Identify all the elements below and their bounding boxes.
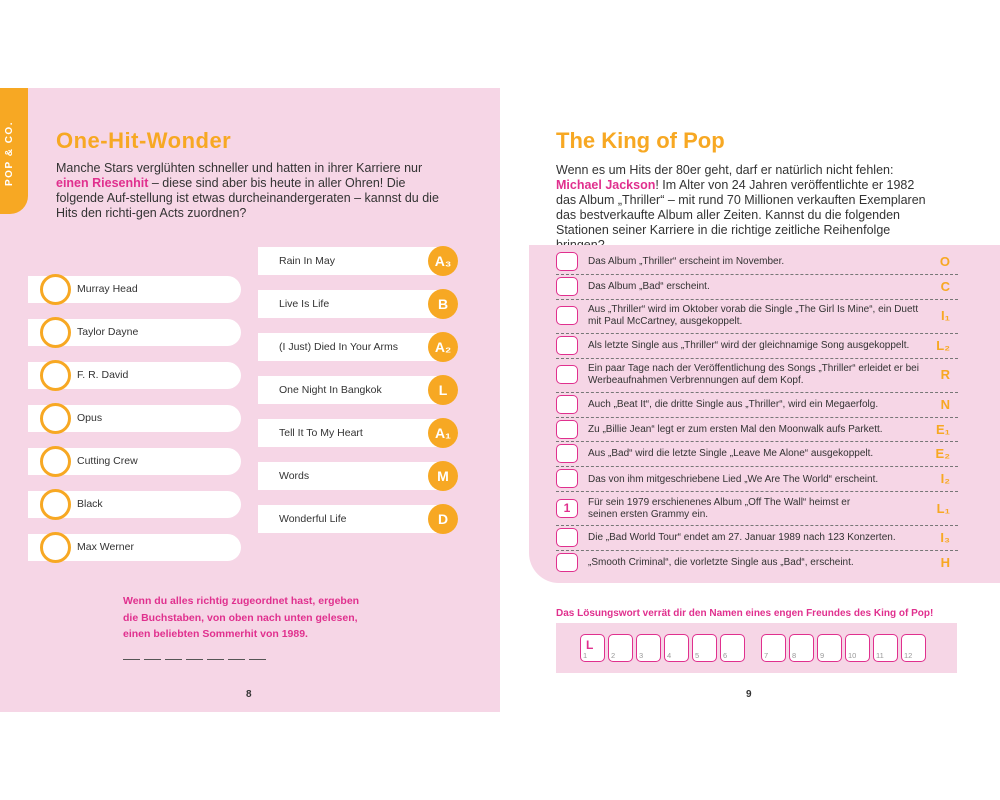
event-letter: L₂ [936,338,950,353]
solution-box-number: 11 [876,651,884,660]
event-letter: L₁ [936,501,950,516]
order-box[interactable] [556,395,578,414]
order-box[interactable] [556,365,578,384]
answer-circle[interactable] [40,403,71,434]
solution-hint: Wenn du alles richtig zugeordnet hast, ergeben die Buchstaben, von oben nach unten gelesen, einen beliebten Sommerhit von 1989. [123,595,360,640]
solution-box[interactable] [817,634,842,662]
hit-title: Words [279,470,310,482]
event-text: Ein paar Tage nach der Veröffentlichung des Songs „Thriller“ erleidet er bei Werbeaufnahmen Verbrennungen auf dem Kopf. [588,363,919,386]
page-number-right: 9 [746,689,752,700]
intro-text: Manche Stars verglühten schneller und hatten in ihrer Karriere nur [56,161,423,175]
hit-item [258,376,458,404]
artist-name: Black [77,498,103,510]
hit-title: Tell It To My Heart [279,427,363,439]
right-page-intro [556,163,936,253]
answer-circle[interactable] [40,360,71,391]
solution-box[interactable] [636,634,661,662]
hit-title: (I Just) Died In Your Arms [279,341,399,353]
hit-title: One Night In Bangkok [279,384,382,396]
order-box[interactable] [556,469,578,488]
event-row [556,359,958,393]
hit-title: Live Is Life [279,298,330,310]
event-letter: N [940,397,950,412]
answer-circle[interactable] [40,274,71,305]
artist-name: Taylor Dayne [77,326,139,338]
solution-box-number: 7 [764,651,769,660]
answer-circle[interactable] [40,489,71,520]
event-row [556,551,958,576]
solution-box-number: 9 [820,651,825,660]
artist-name: Murray Head [77,283,138,295]
event-text: Auch „Beat It“, die dritte Single aus „Thriller“, wird ein Megaerfolg. [588,399,879,410]
solution-box-letter: L [586,638,594,652]
left-page-title: One-Hit-Wonder [56,128,232,153]
event-row [556,300,958,334]
blank-line[interactable] [228,652,245,660]
solution-box-number: 4 [667,651,672,660]
order-box[interactable] [556,306,578,325]
hit-item [258,419,458,447]
order-box[interactable] [556,252,578,271]
hit-letter-badge: B [428,289,458,319]
order-box[interactable] [556,553,578,572]
event-letter: I₂ [940,471,950,486]
artist-item [28,405,241,432]
event-letter: H [940,555,950,570]
event-row [556,418,958,442]
solution-box-number: 3 [639,651,644,660]
event-text: „Smooth Criminal“, die vorletzte Single aus „Bad“, erscheint. [588,557,854,568]
solution-blanks[interactable] [123,652,266,660]
order-box[interactable] [556,277,578,296]
event-row [556,275,958,300]
hit-item [258,290,458,318]
solution-box[interactable] [580,634,605,662]
event-row [556,334,958,359]
solution-box-number: 6 [723,651,728,660]
event-row [556,526,958,551]
order-box[interactable] [556,336,578,355]
solution-box[interactable] [608,634,633,662]
solution-box-number: 8 [792,651,797,660]
answer-circle[interactable] [40,532,71,563]
event-text: Als letzte Single aus „Thriller“ wird der gleichnamige Song ausgekoppelt. [588,340,910,351]
blank-line[interactable] [123,652,140,660]
event-text: Zu „Billie Jean“ legt er zum ersten Mal den Moonwalk aufs Parkett. [588,424,883,435]
artist-item [28,319,241,346]
right-page-title: The King of Pop [556,128,725,153]
solution-box[interactable] [720,634,745,662]
solution-box-number: 5 [695,651,700,660]
event-letter: O [939,254,950,269]
solution-box-number: 2 [611,651,616,660]
solution-box[interactable] [873,634,898,662]
event-row [556,393,958,418]
solution-box[interactable] [789,634,814,662]
solution-box[interactable] [901,634,926,662]
event-row [556,467,958,492]
answer-circle[interactable] [40,317,71,348]
blank-line[interactable] [207,652,224,660]
event-text: Für sein 1979 erschienenes Album „Off The Wall“ heimst er seinen ersten Grammy ein. [588,497,851,520]
solution-box-number: 1 [583,651,588,660]
solution-box[interactable] [845,634,870,662]
section-tab-label: POP & CO. [4,121,15,186]
hit-item [258,462,458,490]
intro-text-end: – diese sind aber bis heute in aller Ohren! Die folgende Auf-stellung ist etwas durcheinandergeraten – kannst du die Hits den richti-gen Acts zuordnen? [56,176,439,220]
hit-letter-badge: A₃ [428,246,458,276]
solution-box-number: 10 [848,651,857,660]
event-row [556,250,958,275]
event-row [556,442,958,467]
blank-line[interactable] [165,652,182,660]
artist-name: Opus [77,412,103,424]
solution-box-number: 12 [904,651,913,660]
hit-letter-badge: D [428,504,458,534]
event-text: Das Album „Thriller“ erscheint im November. [588,256,785,267]
event-letter: E₂ [935,446,950,461]
blank-line[interactable] [186,652,203,660]
artist-name: F. R. David [77,369,129,381]
blank-line[interactable] [144,652,161,660]
intro-text: Wenn es um Hits der 80er geht, darf er natürlich nicht fehlen: [556,163,894,177]
page-number-left: 8 [246,689,252,700]
order-box[interactable]: 1 [556,499,578,518]
hit-letter-badge: M [428,461,458,491]
artist-name: Cutting Crew [77,455,138,467]
event-row [556,492,958,526]
artist-item [28,276,241,303]
event-letter: E₁ [935,422,950,437]
intro-highlight: einen Riesenhit [56,176,149,190]
blank-line[interactable] [249,652,266,660]
event-letter: C [940,279,950,294]
order-box[interactable] [556,528,578,547]
hit-letter-badge: A₁ [428,418,458,448]
left-page-intro [56,161,456,221]
artist-item [28,491,241,518]
hit-item [258,247,458,275]
solution-title: Das Lösungswort verrät dir den Namen eines engen Freundes des King of Pop! [556,608,934,619]
artist-item [28,362,241,389]
solution-box[interactable] [692,634,717,662]
solution-box[interactable] [761,634,786,662]
section-tab [0,88,28,214]
event-text: Das Album „Bad“ erscheint. [588,281,710,292]
event-text: Die „Bad World Tour“ endet am 27. Januar 1989 nach 123 Konzerten. [588,532,896,543]
event-letter: I₃ [940,530,950,545]
event-letter: I₁ [941,308,950,323]
event-text: Das von ihm mitgeschriebene Lied „We Are The World“ erscheint. [588,474,879,485]
hit-item [258,505,458,533]
hit-letter-badge: A₂ [428,332,458,362]
event-letter: R [940,367,950,382]
hit-item [258,333,458,361]
artist-name: Max Werner [77,541,134,553]
order-box[interactable] [556,420,578,439]
event-text: Aus „Bad“ wird die letzte Single „Leave Me Alone“ ausgekoppelt. [588,448,874,459]
answer-circle[interactable] [40,446,71,477]
hit-title: Rain In May [279,255,336,267]
event-text: Aus „Thriller“ wird im Oktober vorab die Single „The Girl Is Mine“, ein Duett mit Paul McCartney, ausgekoppelt. [588,304,919,327]
artist-item [28,448,241,475]
solution-box[interactable] [664,634,689,662]
intro-highlight: Michael Jackson [556,178,656,192]
artist-item [28,534,241,561]
hit-title: Wonderful Life [279,513,347,525]
hit-letter-badge: L [428,375,458,405]
intro-text-end: ! Im Alter von 24 Jahren veröffentlichte er 1982 das Album „Thriller“ – mit rund 70 Millionen verkauften Exemplaren das bestverkaufte Album aller Zeiten. Kannst du die folgenden Stationen seiner Karriere in die richtige zeitliche Reihenfolge [556,178,926,237]
order-box[interactable] [556,444,578,463]
